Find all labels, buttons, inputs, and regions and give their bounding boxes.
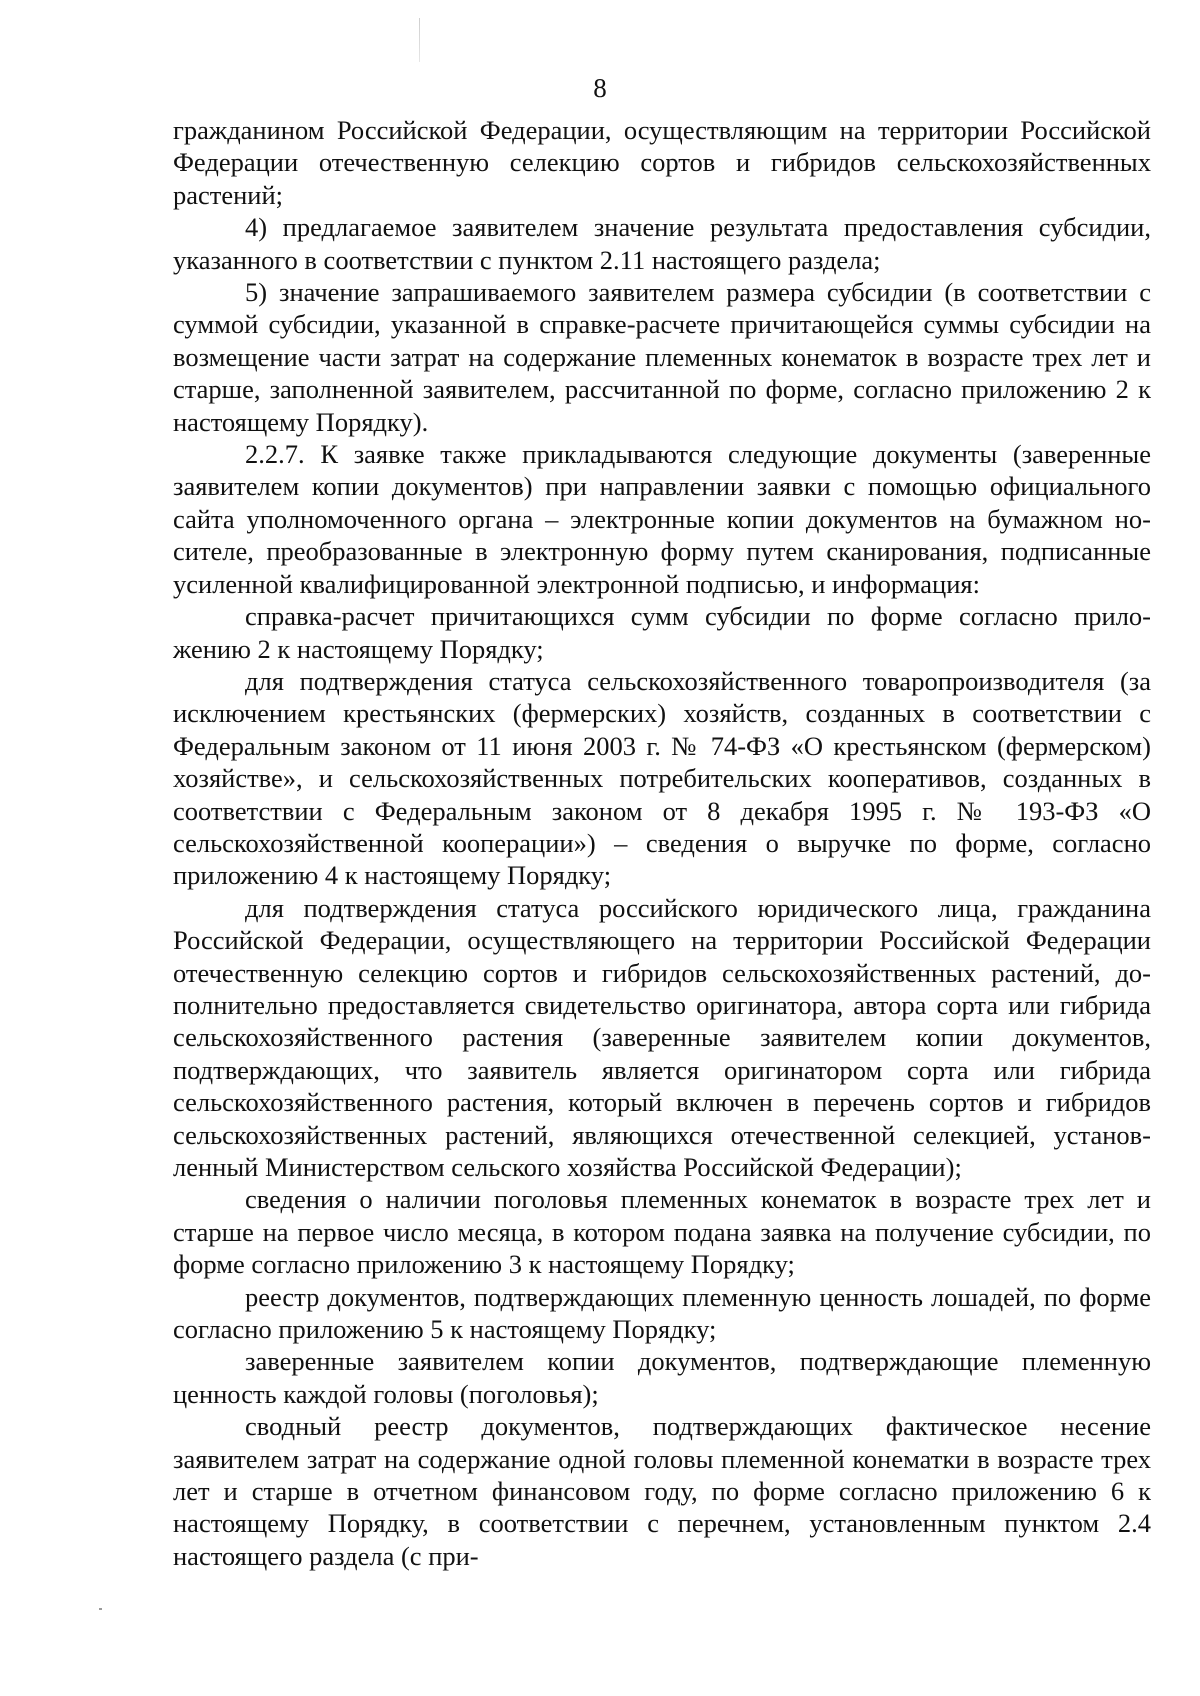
paragraph-breeder-status: для подтверждения статуса российского юридического лица, гражданина Российской Федерации, осуществляющего на территории Российской Федерации отечественную селекцию сортов и гибридов сельскохозяйственных растений, дополнительно предоставляется свидетельство оригинатора, автора сорта или гибрида сельскохозяйственного растения (заверенные заявителем копии документов, подтверждающих, что заявитель является оригинатором сорта или гибрида сельскохозяйственного растения, который включен в перечень сортов и гибридов сельскохозяйственных растений, являющихся отечественной селекцией, установленный Министерством сельского хозяйства Российской Федерации);	[173, 892, 1151, 1182]
paragraph-summary-register: сводный реестр документов, подтверждающих фактическое несение заявителем затрат на содержание одной головы племенной конематки в возрасте трех лет и старше в отчетном финансовом году, по форме согласно приложению 6 к настоящему Порядку, в соответствии с перечнем, установленным пунктом 2.4 настоящего раздела (с при-	[173, 1411, 1151, 1571]
paragraph-calculation-note: справка-расчет причитающихся сумм субсидии по форме согласно приложению 2 к настоящему Порядку;	[173, 601, 1151, 664]
scan-dot-artifact	[99, 1608, 102, 1610]
paragraph-livestock-info: сведения о наличии поголовья племенных конематок в возрасте трех лет и старше на первое число месяца, в котором подана заявка на получение субсидии, по форме согласно приложению 3 к настоящему Порядку;	[173, 1184, 1151, 1280]
scan-artifact	[419, 18, 420, 62]
paragraph-certified-copies: заверенные заявителем копии документов, подтверждающие племенную ценность каждой головы (поголовья);	[173, 1346, 1151, 1409]
paragraph-pedigree-register: реестр документов, подтверждающих племенную ценность лошадей, по форме согласно приложению 5 к настоящему Порядку;	[173, 1281, 1151, 1345]
document-body	[173, 114, 1151, 1572]
paragraph-producer-status: для подтверждения статуса сельскохозяйственного товаропроизводителя (за исключением крестьянских (фермерских) хозяйств, созданных в соответствии с Федеральным законом от 11 июня 2003 г. № 74-ФЗ «О крестьянском (фермерском) хозяйстве», и сельскохозяйственных потребительских кооперативов, созданных в соответствии с Федеральным законом от 8 декабря 1995 г. № 193-ФЗ «О сельскохозяйственной кооперации») – сведения о выручке по форме, согласно приложению 4 к настоящему Порядку;	[173, 665, 1151, 891]
paragraph-item-4: 4) предлагаемое заявителем значение результата предоставления субсидии, указанного в соответствии с пунктом 2.11 настоящего раздела;	[173, 212, 1151, 275]
paragraph-continuation: гражданином Российской Федерации, осуществляющим на территории Российской Федерации отечественную селекцию сортов и гибридов сельскохозяйственных растений;	[173, 115, 1151, 210]
paragraph-2-2-7: 2.2.7. К заявке также прикладываются следующие документы (заверенные заявителем копии документов) при направлении заявки с помощью официального сайта уполномоченного органа – электронные копии документов на бумажном носителе, преобразованные в электронную форму путем сканирования, подписанные усиленной квалифицированной электронной подписью, и информация:	[173, 439, 1151, 599]
page-number: 8	[593, 73, 607, 103]
paragraph-item-5: 5) значение запрашиваемого заявителем размера субсидии (в соответствии с суммой субсидии, указанной в справке-расчете причитающейся суммы субсидии на возмещение части затрат на содержание племенных конематок в возрасте трех лет и старше, заполненной заявителем, рассчитанной по форме, согласно приложению 2 к настоящему Порядку).	[173, 277, 1151, 437]
